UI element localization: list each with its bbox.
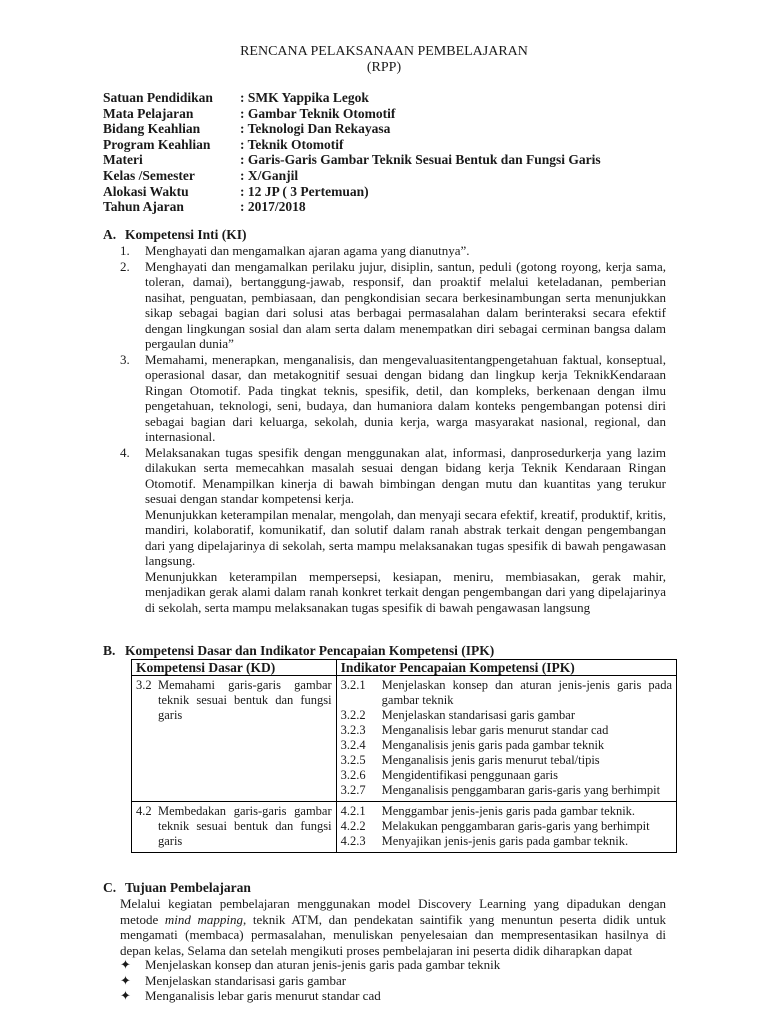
identity-row bbox=[103, 137, 601, 153]
ipk-number: 3.2.1 bbox=[340, 678, 366, 692]
identity-value: : Teknologi Dan Rekayasa bbox=[240, 121, 391, 137]
identity-value: : Gambar Teknik Otomotif bbox=[240, 105, 396, 121]
identity-row bbox=[103, 106, 601, 122]
item-number: 3. bbox=[120, 351, 130, 367]
star-bullet-icon: ✦ bbox=[120, 988, 131, 1003]
item-text: Memahami, menerapkan, menganalisis, dan mengevaluasitentangpengetahuan faktual, konseptual, operasional dasar, dan metakognitif sesuai dengan bidang dan lingkup kerja TeknikKendaraan Ringan Otomotif. Pada tingkat teknis, spesifik, detil, dan kompleks, berkenaan dengan ilmu pengetahuan, teknologi, seni, budaya, dan humaniora dalam konteks pengembangan potensi diri sebagai bagian dari keluarga, sekolah, dunia kerja, warga masyarakat nasional, regional, dan internasional. bbox=[145, 351, 666, 444]
star-bullet-icon: ✦ bbox=[120, 957, 131, 972]
identity-row bbox=[103, 121, 601, 137]
kd-cell bbox=[132, 676, 337, 802]
identity-value: : 12 JP ( 3 Pertemuan) bbox=[240, 183, 369, 199]
identity-label: Mata Pelajaran bbox=[103, 105, 194, 121]
ipk-number: 4.2.2 bbox=[340, 819, 366, 833]
paragraph: Menunjukkan keterampilan mempersepsi, kesiapan, meniru, membiasakan, gerak mahir, menjadikan gerak alami dalam ranah konkret terkait dengan pengembangan dari yang dipelajarinya di sekolah, serta mampu melaksanakan tugas spesifik di bawah pengawasan langsung bbox=[145, 568, 666, 615]
ipk-item bbox=[341, 783, 672, 798]
identity-row bbox=[103, 184, 601, 200]
item-text: Menghayati dan mengamalkan perilaku jujur, disiplin, santun, peduli (gotong royong, kerja sama, toleran, damai), bertanggung-jawab, responsif, dan proaktif melalui keteladanan, pemberian nasihat, penguatan, pembiasaan, dan pengkondisian secara berkesinambungan serta menunjukkan sikap sebagai bagian dari solusi atas berbagai permasalahan dalam berinteraksi secara efektif dengan lingkungan sosial dan alam serta dalam menempatkan diri sebagai cerminan bangsa dalam pergaulan dunia” bbox=[145, 258, 666, 351]
ipk-item bbox=[341, 678, 672, 708]
identity-row bbox=[103, 90, 601, 106]
section-letter: B. bbox=[103, 643, 116, 658]
list-item bbox=[120, 957, 500, 973]
section-letter: C. bbox=[103, 880, 117, 895]
ipk-item bbox=[341, 819, 672, 834]
item-number: 2. bbox=[120, 258, 130, 274]
list-item bbox=[120, 243, 666, 259]
identity-label: Materi bbox=[103, 152, 143, 168]
ipk-number: 3.2.7 bbox=[340, 783, 366, 797]
ipk-text: Menganalisis jenis garis pada gambar teknik bbox=[381, 738, 605, 752]
identity-row bbox=[103, 199, 601, 215]
paragraph: Menunjukkan keterampilan menalar, mengolah, dan menyaji secara efektif, kreatif, produktif, kritis, mandiri, kolaboratif, komunikatif, dan solutif dalam ranah abstrak terkait dengan pengembangan dari yang dipelajarinya di sekolah, serta mampu melaksanakan tugas spesifik di bawah pengawasan langsung. bbox=[145, 506, 666, 568]
identity-value: : SMK Yappika Legok bbox=[240, 90, 369, 105]
identity-value: : Teknik Otomotif bbox=[240, 136, 344, 152]
ipk-number: 4.2.3 bbox=[340, 834, 366, 848]
identity-value: : 2017/2018 bbox=[240, 199, 306, 215]
identity-label: Kelas /Semester bbox=[103, 167, 195, 183]
intro-italic: mind mapping bbox=[164, 911, 244, 927]
ipk-item bbox=[341, 768, 672, 783]
kd-text: Memahami garis-garis gambar teknik sesuai bentuk dan fungsi garis bbox=[158, 678, 332, 722]
list-item bbox=[120, 259, 666, 352]
ipk-number: 3.2.5 bbox=[340, 753, 366, 767]
ipk-text: Menganalisis jenis garis menurut tebal/tipis bbox=[381, 753, 600, 767]
ipk-item bbox=[341, 708, 672, 723]
star-bullet-icon: ✦ bbox=[120, 972, 131, 988]
identity-label: Alokasi Waktu bbox=[103, 183, 189, 199]
ipk-number: 3.2.3 bbox=[340, 723, 366, 737]
ipk-text: Melakukan penggambaran garis-garis yang berhimpit bbox=[381, 819, 650, 833]
table-header-row bbox=[132, 660, 677, 676]
kompetensi-inti-list bbox=[120, 243, 666, 615]
section-title: Tujuan Pembelajaran bbox=[125, 880, 251, 895]
identity-label: Satuan Pendidikan bbox=[103, 90, 213, 105]
identity-label: Program Keahlian bbox=[103, 136, 211, 152]
identity-label: Tahun Ajaran bbox=[103, 199, 184, 215]
bullet-text: Menganalisis lebar garis menurut standar cad bbox=[145, 988, 381, 1003]
list-item bbox=[120, 445, 666, 507]
identity-row bbox=[103, 168, 601, 184]
ipk-number: 3.2.2 bbox=[340, 708, 366, 722]
item-text: Menghayati dan mengamalkan ajaran agama yang dianutnya”. bbox=[145, 243, 470, 258]
intro-text: , teknik ATM, dan pendekatan saintifik yang menuntun peserta didik untuk mengamati (membaca) permasalahan, menuliskan penyelesaian dan mempresentasikan hasilnya di depan kelas, Selama dan setelah mengikuti proses pembelajaran ini peserta didik diharapkan dapat bbox=[120, 911, 667, 958]
ipk-cell bbox=[336, 676, 676, 802]
item-number: 1. bbox=[120, 243, 130, 258]
item-number: 4. bbox=[120, 444, 130, 460]
column-header-ipk: Indikator Pencapaian Kompetensi (IPK) bbox=[336, 660, 676, 676]
identity-label: Bidang Keahlian bbox=[103, 121, 201, 137]
kd-number: 4.2 bbox=[136, 804, 152, 818]
identity-value: : X/Ganjil bbox=[240, 167, 299, 183]
section-title: Kompetensi Inti (KI) bbox=[125, 227, 247, 242]
table-row bbox=[132, 802, 677, 853]
ipk-text: Menganalisis lebar garis menurut standar cad bbox=[381, 723, 609, 737]
kd-text: Membedakan garis-garis gambar teknik sesuai bentuk dan fungsi garis bbox=[158, 804, 332, 848]
ipk-text: Menjelaskan konsep dan aturan jenis-jenis garis pada gambar teknik bbox=[381, 678, 672, 707]
intro-text: Melalui kegiatan pembelajaran menggunakan model Discovery Learning yang dipadukan dengan metode bbox=[120, 896, 666, 927]
ipk-item bbox=[341, 753, 672, 768]
document-subtitle: (RPP) bbox=[366, 60, 402, 75]
section-letter: A. bbox=[103, 227, 117, 242]
section-c-heading bbox=[103, 880, 251, 896]
list-item bbox=[120, 352, 666, 445]
ipk-item bbox=[341, 834, 672, 849]
kd-number: 3.2 bbox=[136, 678, 152, 692]
ipk-item bbox=[341, 723, 672, 738]
document-title: RENCANA PELAKSANAAN PEMBELAJARAN bbox=[240, 44, 528, 59]
list-item bbox=[120, 973, 500, 989]
kd-cell bbox=[132, 802, 337, 853]
ipk-text: Menjelaskan standarisasi garis gambar bbox=[381, 708, 575, 722]
list-item bbox=[120, 988, 500, 1004]
item-text: Melaksanakan tugas spesifik dengan menggunakan alat, informasi, danprosedurkerja yang lazim dilakukan serta memecahkan masalah sesuai dengan bidang kerja Teknik Kendaraan Ringan Otomotif. Menampilkan kinerja di bawah bimbingan dengan mutu dan kuantitas yang terukur sesuai dengan standar kompetensi kerja. bbox=[145, 444, 666, 506]
ipk-number: 3.2.4 bbox=[340, 738, 366, 752]
ipk-cell bbox=[336, 802, 676, 853]
section-a-heading bbox=[103, 227, 247, 243]
ipk-text: Menyajikan jenis-jenis garis pada gambar teknik. bbox=[381, 834, 629, 848]
identity-value: : Garis-Garis Gambar Teknik Sesuai Bentuk dan Fungsi Garis bbox=[240, 152, 601, 168]
identity-row bbox=[103, 152, 601, 168]
ipk-number: 4.2.1 bbox=[340, 804, 366, 818]
section-title: Kompetensi Dasar dan Indikator Pencapaian Kompetensi (IPK) bbox=[125, 643, 495, 658]
ipk-number: 3.2.6 bbox=[340, 768, 366, 782]
table-row bbox=[132, 676, 677, 802]
ipk-item bbox=[341, 738, 672, 753]
column-header-kd: Kompetensi Dasar (KD) bbox=[132, 660, 337, 676]
kd-ipk-table bbox=[131, 659, 677, 853]
bullet-text: Menjelaskan standarisasi garis gambar bbox=[145, 972, 347, 988]
tujuan-bullet-list bbox=[120, 957, 500, 1004]
ipk-text: Mengidentifikasi penggunaan garis bbox=[381, 768, 558, 782]
tujuan-paragraph bbox=[120, 896, 666, 958]
ipk-item bbox=[341, 804, 672, 819]
bullet-text: Menjelaskan konsep dan aturan jenis-jenis garis pada gambar teknik bbox=[145, 957, 501, 972]
section-b-heading bbox=[103, 643, 494, 659]
ipk-text: Menggambar jenis-jenis garis pada gambar teknik. bbox=[381, 804, 636, 818]
identity-block bbox=[103, 90, 601, 215]
ipk-text: Menganalisis penggambaran garis-garis yang berhimpit bbox=[381, 783, 661, 797]
